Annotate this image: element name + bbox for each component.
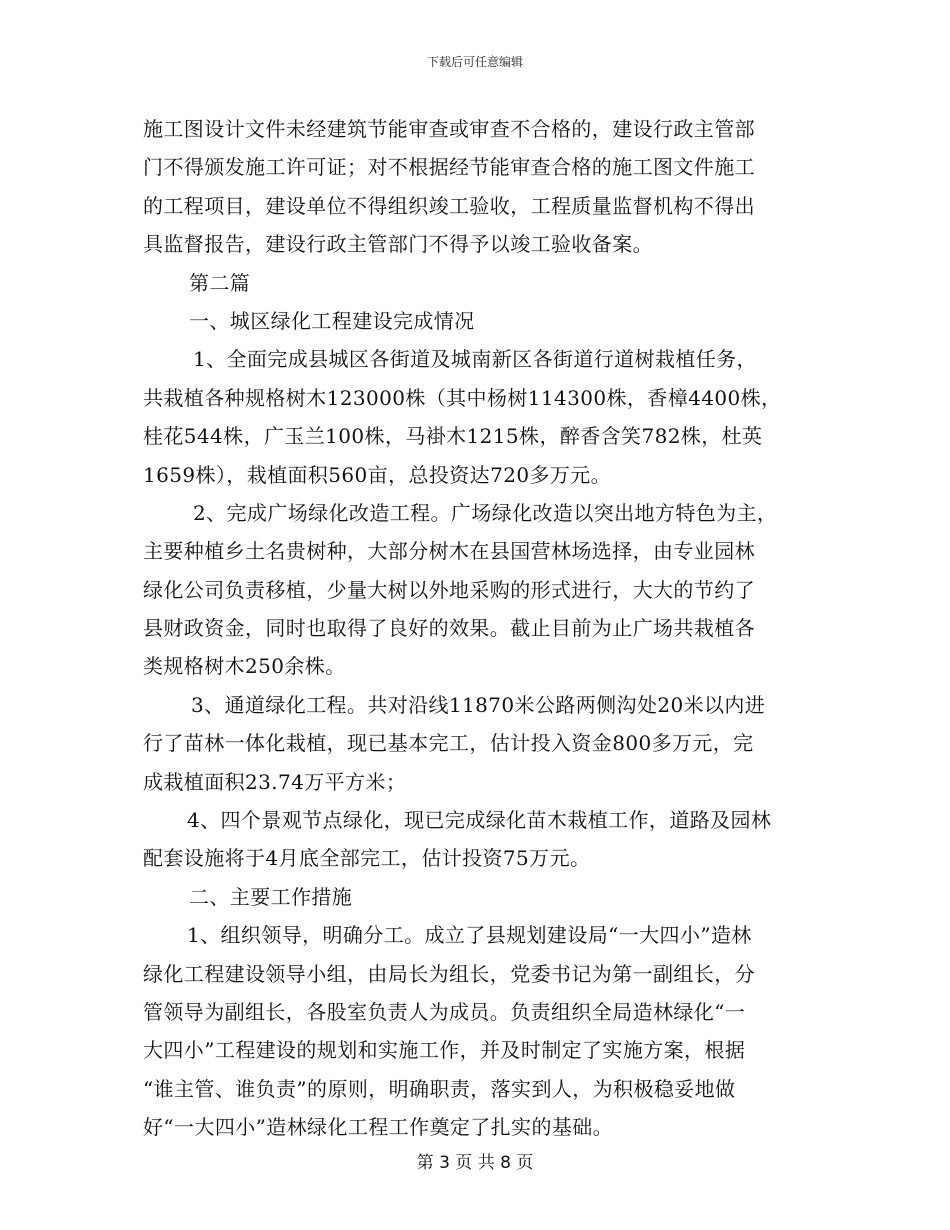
body-line: 县财政资金，同时也取得了良好的效果。截止目前为止广场共栽植各 <box>143 616 755 641</box>
body-line: 配套设施将于4月底全部完工，估计投资75万元。 <box>143 846 591 871</box>
body-line: 第二篇 <box>189 270 251 295</box>
body-line: 施工图设计文件未经建筑节能审查或审查不合格的，建设行政主管部 <box>143 117 755 141</box>
body-line: 绿化公司负责移植，少量大树以外地采购的形式进行，大大的节约了 <box>143 577 755 602</box>
body-line: 管领导为副组长，各股室负责人为成员。负责组织全局造林绿化“一 <box>143 999 746 1024</box>
body-line: 门不得颁发施工许可证；对不根据经节能审查合格的施工图文件施工 <box>143 155 755 180</box>
body-line: 一、城区绿化工程建设完成情况 <box>189 308 475 333</box>
page-footer: 第 3 页 共 8 页 <box>416 1153 534 1173</box>
body-line: 行了苗林一体化栽植，现已基本完工，估计投入资金800多万元，完 <box>143 731 754 756</box>
body-line: 类规格树木250余株。 <box>143 654 346 679</box>
body-line: 1659株），栽植面积560亩，总投资达720多万元。 <box>143 462 612 487</box>
body-line: 3、通道绿化工程。共对沿线11870米公路两侧沟处20米以内进 <box>191 692 766 717</box>
body-line: 好“一大四小”造林绿化工程工作奠定了扎实的基础。 <box>143 1115 614 1140</box>
body-line: 绿化工程建设领导小组，由局长为组长，党委书记为第一副组长，分 <box>143 961 755 986</box>
body-line: 二、主要工作措施 <box>189 884 353 909</box>
page-header: 下载后可任意编辑 <box>426 55 523 69</box>
body-line: 1、全面完成县城区各街道及城南新区各街道行道树栽植任务， <box>193 347 757 372</box>
body-line: 1、组织领导，明确分工。成立了县规划建设局“一大四小”造林 <box>187 923 752 948</box>
body-line: 桂花544株，广玉兰100株，马褂木1215株，醉香含笑782株，杜英 <box>143 424 763 449</box>
body-line: 共栽植各种规格树木123000株（其中杨树114300株，香樟4400株， <box>143 385 782 410</box>
body-line: 主要种植乡土名贵树种，大部分树木在县国营林场选择，由专业园林 <box>143 539 755 564</box>
body-line: 成栽植面积23.74万平方米； <box>143 769 407 794</box>
body-line: “谁主管、谁负责”的原则，明确职责，落实到人，为积极稳妥地做 <box>143 1076 736 1101</box>
body-line: 2、完成广场绿化改造工程。广场绿化改造以突出地方特色为主， <box>193 500 778 525</box>
body-line: 大四小”工程建设的规划和实施工作，并及时制定了实施方案，根据 <box>143 1038 746 1063</box>
body-line: 具监督报告，建设行政主管部门不得予以竣工验收备案。 <box>143 232 653 257</box>
body-line: 的工程项目，建设单位不得组织竣工验收，工程质量监督机构不得出 <box>143 193 755 218</box>
body-line: 4、四个景观节点绿化，现已完成绿化苗木栽植工作，道路及园林 <box>187 808 772 833</box>
document-body <box>143 110 813 1147</box>
